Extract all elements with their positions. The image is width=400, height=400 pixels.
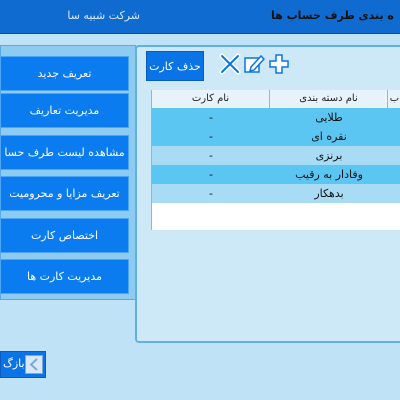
back-arrow-icon <box>25 355 43 374</box>
title-bar <box>0 0 400 34</box>
category-name-cell: نقره ای <box>311 130 347 143</box>
back-label: بازگ <box>3 357 25 370</box>
category-name-cell: وفادار به رقیب <box>295 168 363 181</box>
delete-card-button[interactable]: حذف کارت <box>146 51 204 81</box>
category-name-cell: برنزی <box>315 149 343 162</box>
card-name-cell: - <box>209 111 213 124</box>
column-card-name[interactable]: نام کارت <box>152 90 270 108</box>
card-name-cell: - <box>209 187 213 200</box>
card-name-cell: - <box>209 149 213 162</box>
company-name: شرکت شبیه سا <box>67 9 140 22</box>
card-name-cell: - <box>209 130 213 143</box>
table-row[interactable] <box>152 146 400 165</box>
sidebar-item-manage-cards[interactable]: مدیریت کارت ها <box>0 259 129 294</box>
table-row[interactable] <box>152 127 400 146</box>
sidebar-item-manage-definitions[interactable]: مدیریت تعاریف <box>0 93 129 128</box>
sidebar-item-assign-card[interactable]: اختصاص کارت <box>0 218 129 253</box>
table-row[interactable] <box>152 184 400 203</box>
add-icon[interactable] <box>268 53 290 75</box>
column-category-name[interactable]: نام دسته بندی <box>270 90 388 108</box>
table-row[interactable] <box>152 165 400 184</box>
card-name-cell: - <box>209 168 213 181</box>
category-name-cell: بدهکار <box>314 187 344 200</box>
table-row[interactable] <box>152 108 400 127</box>
sidebar-item-benefits[interactable]: تعریف مزایا و محرومیت <box>0 176 129 211</box>
delete-icon[interactable] <box>219 53 241 75</box>
back-button[interactable] <box>0 351 46 378</box>
sidebar-item-new-definition[interactable]: تعریف جدید <box>0 56 129 91</box>
edit-icon[interactable] <box>243 53 265 75</box>
sidebar-item-view-accounts[interactable]: مشاهده لیست طرف حسا <box>0 135 129 170</box>
table-header <box>152 90 400 109</box>
categories-table <box>151 90 400 230</box>
column-extra[interactable]: ب <box>389 93 400 104</box>
category-name-cell: طلایی <box>315 111 343 124</box>
window-title: ه بندی طرف حساب ها <box>271 9 394 22</box>
